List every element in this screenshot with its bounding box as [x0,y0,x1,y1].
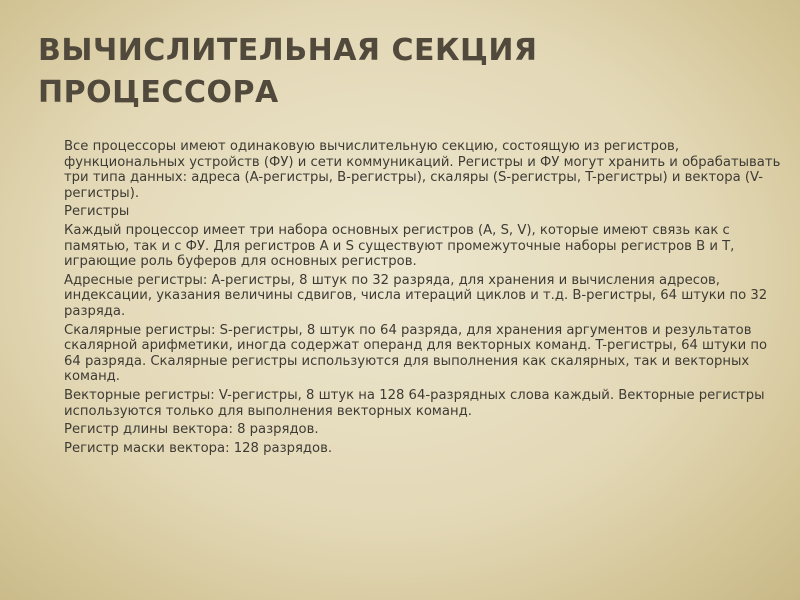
list-item [34,204,784,220]
list-item-text: Все процессоры имеют одинаковую вычислительную секцию, состоящую из регистров, функциональных устройств (ФУ) и сети коммуникаций. Регистры и ФУ могут хранить и обрабатывать три типа данных: адреса (A-регистры, B-регистры), скаляры (S-регистры, T-регистры) и вектора (V-регистры). [64,139,781,201]
list-item-text: Регистр длины вектора: 8 разрядов. [64,422,319,438]
list-item [34,273,784,320]
list-item-text: Регистр маски вектора: 128 разрядов. [64,440,333,456]
list-item-text: Каждый процессор имеет три набора основных регистров (A, S, V), которые имеют связь как с памятью, так и с ФУ. Для регистров A и S существуют промежуточные наборы регистров B и T, играющие роль буферов для основных регистров. [64,222,735,270]
list-item [34,422,784,438]
title-line-1: ВЫЧИСЛИТЕЛЬНАЯ СЕКЦИЯ [38,33,538,68]
list-item-text: Векторные регистры: V-регистры, 8 штук на 128 64-разрядных слова каждый. Векторные регистры используются только для выполнения векторных команд. [64,387,765,419]
list-item [34,388,784,419]
list-item [34,323,784,385]
bullet-list [34,139,784,459]
list-item [34,223,784,270]
list-item-text: Адресные регистры: A-регистры, 8 штук по 32 разряда, для хранения и вычисления адресов, индексации, указания величины сдвигов, числа итераций циклов и т.д. B-регистры, 64 штуки по 32 разряда. [64,272,768,319]
list-item-text: Скалярные регистры: S-регистры, 8 штук по 64 разряда, для хранения аргументов и результатов скалярной арифметики, иногда содержат операнд для векторных команд. T-регистры, 64 штуки по 64 разряда. Скалярные регистры используются для выполнения как скалярных, так и векторных команд. [64,322,768,385]
list-item-text: Регистры [64,204,130,220]
slide-title [38,30,778,114]
list-item [34,441,784,457]
title-line-2: ПРОЦЕССОРА [38,75,279,110]
list-item [34,139,784,201]
